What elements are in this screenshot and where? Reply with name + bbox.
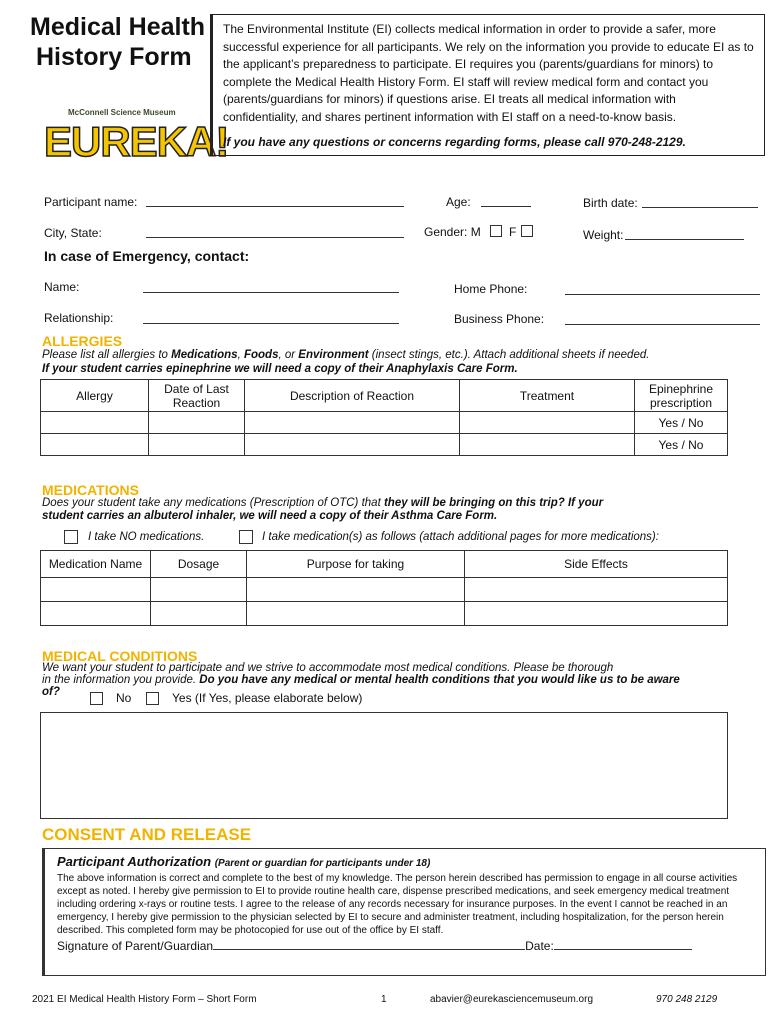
emergency-heading: In case of Emergency, contact: (44, 248, 250, 264)
conditions-bold: Do you have any medical or mental health conditions that you would like us to be aware (199, 674, 680, 686)
authorization-title: Participant Authorization (57, 854, 212, 869)
table-cell[interactable] (41, 578, 151, 602)
table-cell[interactable] (151, 602, 247, 626)
table-cell[interactable] (465, 602, 728, 626)
table-row (41, 602, 728, 626)
conditions-no-label: No (116, 691, 132, 705)
consent-heading: CONSENT AND RELEASE (42, 825, 252, 844)
city-state-field[interactable] (146, 237, 404, 238)
col-medication-name: Medication Name (41, 551, 151, 578)
table-row (41, 434, 728, 456)
medications-heading: MEDICATIONS (42, 482, 139, 498)
col-side-effects: Side Effects (465, 551, 728, 578)
medications-question-1 (42, 497, 603, 509)
col-treatment: Treatment (460, 380, 635, 412)
gender-m-checkbox[interactable] (490, 225, 502, 237)
conditions-elaboration-box[interactable] (40, 712, 728, 819)
emergency-name-field[interactable] (143, 292, 399, 293)
age-label: Age: (446, 195, 471, 209)
footer-email: abavier@eurekasciencemuseum.org (430, 994, 594, 1005)
signature-date-label: Date: (525, 939, 554, 954)
table-cell[interactable] (41, 412, 149, 434)
birth-date-label: Birth date: (583, 196, 638, 210)
gender-f-label: F (509, 225, 517, 239)
medications-q-text: Does your student take any medications (Prescription of OTC) that (42, 497, 384, 509)
age-field[interactable] (481, 206, 531, 207)
epinephrine-yes-no[interactable]: Yes / No (635, 412, 728, 434)
gender-label: Gender: M (424, 225, 481, 239)
col-dosage: Dosage (151, 551, 247, 578)
table-row (41, 412, 728, 434)
emergency-name-label: Name: (44, 280, 80, 294)
allergies-table (40, 379, 728, 456)
col-allergy: Allergy (41, 380, 149, 412)
business-phone-field[interactable] (565, 324, 760, 325)
conditions-yes-checkbox[interactable] (146, 692, 159, 705)
allergies-instr-sep: , (237, 349, 244, 361)
allergies-instr-text: Please list all allergies to (42, 349, 172, 361)
table-cell[interactable] (41, 602, 151, 626)
title-line-1: Medical Health (30, 13, 206, 41)
col-date-line1: Date of Last (164, 381, 229, 396)
signature-label: Signature of Parent/Guardian (57, 939, 214, 954)
table-cell[interactable] (151, 578, 247, 602)
allergies-instr-sep: , or (278, 349, 299, 361)
table-row (41, 578, 728, 602)
table-cell[interactable] (41, 434, 149, 456)
relationship-field[interactable] (143, 323, 399, 324)
signature-row (57, 939, 753, 953)
home-phone-field[interactable] (565, 294, 760, 295)
table-cell[interactable] (247, 602, 465, 626)
takes-medications-label: I take medication(s) as follows (attach additional pages for more medications): (262, 531, 659, 543)
table-cell[interactable] (245, 434, 460, 456)
conditions-line-2 (42, 674, 680, 686)
epinephrine-yes-no[interactable]: Yes / No (635, 434, 728, 456)
footer-phone: 970 248 2129 (656, 994, 718, 1005)
col-epi-line2: prescription (649, 395, 713, 410)
col-date-line2: Reaction (172, 395, 221, 410)
col-purpose: Purpose for taking (247, 551, 465, 578)
participant-name-label: Participant name: (44, 195, 138, 209)
table-header-row (41, 551, 728, 578)
authorization-note: (Parent or guardian for participants under 18) (214, 858, 431, 869)
relationship-label: Relationship: (44, 311, 114, 325)
weight-label: Weight: (583, 228, 624, 242)
gender-f-checkbox[interactable] (521, 225, 533, 237)
logo-wordmark: EUREKA! (44, 118, 229, 165)
footer-form-name: 2021 EI Medical Health History Form – Short Form (32, 994, 257, 1005)
medications-table (40, 550, 728, 626)
table-header-row (41, 380, 728, 412)
home-phone-label: Home Phone: (454, 282, 528, 296)
weight-field[interactable] (625, 239, 744, 240)
conditions-heading: MEDICAL CONDITIONS (42, 648, 198, 664)
conditions-text: in the information you provide. (42, 674, 200, 686)
table-cell[interactable] (460, 434, 635, 456)
no-medications-checkbox[interactable] (64, 530, 78, 544)
medications-q-bold: they will be bringing on this trip? If your (383, 497, 604, 509)
allergies-instr-text: (insect stings, etc.). Attach additional sheets if needed. (368, 349, 650, 361)
title-line-2: History Form (36, 43, 192, 71)
allergies-instr-foods: Foods (243, 349, 279, 361)
participant-name-field[interactable] (146, 206, 404, 207)
no-medications-label: I take NO medications. (88, 531, 205, 543)
allergies-epinephrine-note: If your student carries epinephrine we will need a copy of their Anaphylaxis Care Form. (42, 363, 518, 375)
conditions-line-3: of? (42, 686, 60, 698)
medications-question-2: student carries an albuterol inhaler, we will need a copy of their Asthma Care Form. (42, 510, 498, 522)
allergies-instr-medications: Medications (171, 349, 238, 361)
conditions-line-1: We want your student to participate and we strive to accommodate most medical conditions. Please be thorough (42, 662, 614, 674)
consent-box (42, 848, 766, 976)
table-cell[interactable] (247, 578, 465, 602)
table-cell[interactable] (245, 412, 460, 434)
conditions-yes-label: Yes (If Yes, please elaborate below) (172, 691, 363, 705)
col-date-last-reaction (149, 380, 245, 412)
consent-body: The above information is correct and complete to the best of my knowledge. The person herein described has permission to engage in all course activities except as noted. I hereby give permission to EI to provide routine health care, dispense prescribed medications, and seek emergency medical treatment including ordering x-rays or routine tests. I agree to the release of any records necessary for insurance purposes. In the event I cannot be reached in an emergency, I hereby give permission to the physician selected by EI to secure and administer treatment, including hospitalization, for the person herein described. This completed form may be photocopied for use out of the office by EI staff. (57, 873, 738, 937)
intro-box (210, 14, 765, 156)
intro-question: If you have any questions or concerns regarding forms, please call 970-248-2129. (223, 135, 686, 149)
signature-date-field[interactable] (554, 940, 692, 950)
birth-date-field[interactable] (642, 207, 758, 208)
footer-page-number: 1 (381, 994, 387, 1005)
city-state-label: City, State: (44, 226, 102, 240)
allergies-heading: ALLERGIES (42, 333, 123, 349)
allergies-instr-environment: Environment (298, 349, 369, 361)
col-epinephrine (635, 380, 728, 412)
table-cell[interactable] (465, 578, 728, 602)
logo-subtitle: McConnell Science Museum (68, 108, 176, 117)
eureka-logo (44, 104, 229, 165)
allergies-instructions (42, 349, 649, 361)
page-title (30, 12, 205, 72)
authorization-heading (57, 854, 753, 869)
takes-medications-checkbox[interactable] (239, 530, 253, 544)
business-phone-label: Business Phone: (454, 312, 545, 326)
table-cell[interactable] (460, 412, 635, 434)
col-description: Description of Reaction (245, 380, 460, 412)
signature-field[interactable] (213, 940, 525, 950)
conditions-no-checkbox[interactable] (90, 692, 103, 705)
intro-text: The Environmental Institute (EI) collects medical information in order to provide a safer, more successful experience for all participants. We rely on the information you provide to educate EI as to the applicant’s preparedness to participate. EI requires you (parents/guardians for minors) to complete the Medical Health History Form. EI staff will review medical form and contact you (parents/guardians for minors) if questions arise. EI treats all medical information with confidentiality, and shares pertinent information with EI staff on a need-to-know basis. (223, 22, 754, 124)
table-cell[interactable] (149, 412, 245, 434)
table-cell[interactable] (149, 434, 245, 456)
col-epi-line1: Epinephrine (648, 381, 714, 396)
